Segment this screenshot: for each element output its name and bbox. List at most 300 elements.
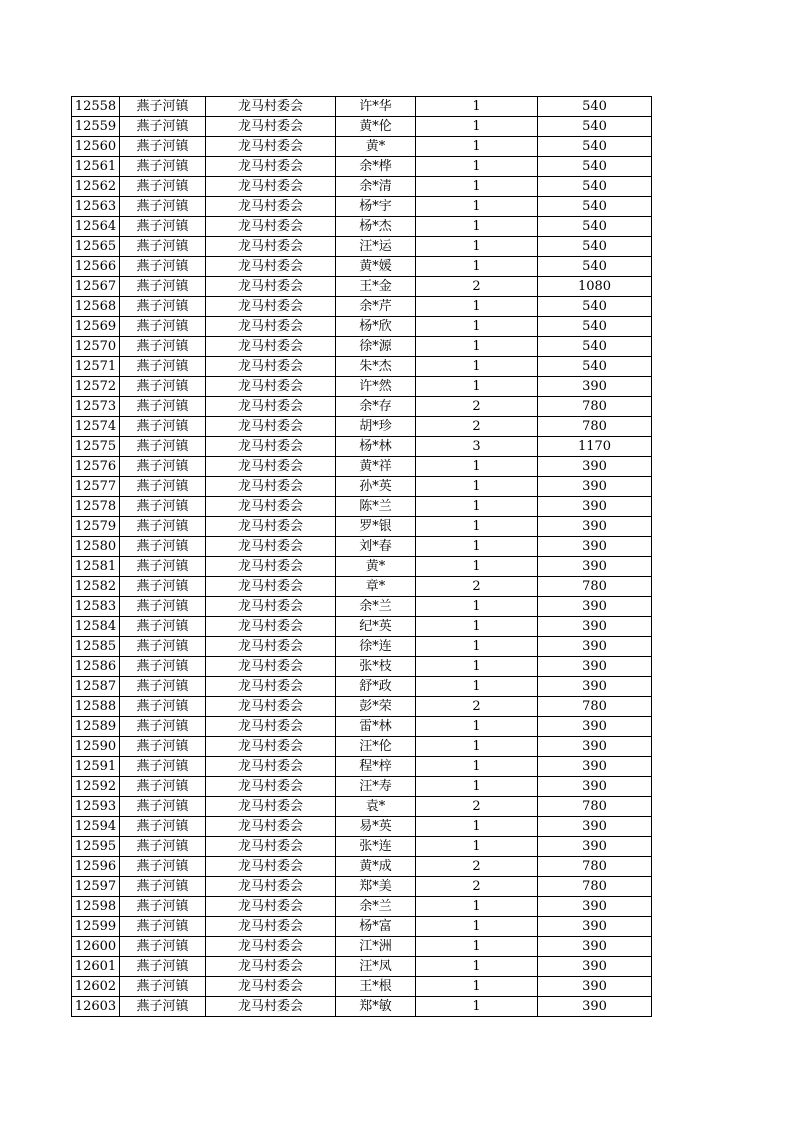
town-cell: 燕子河镇 xyxy=(120,437,206,457)
household-count-cell: 1 xyxy=(416,677,538,697)
record-id-cell: 12559 xyxy=(72,117,120,137)
table-row xyxy=(72,177,652,197)
village-committee-cell: 龙马村委会 xyxy=(206,197,336,217)
amount-cell: 390 xyxy=(538,637,652,657)
table-row xyxy=(72,657,652,677)
person-name-cell: 余*兰 xyxy=(336,597,416,617)
record-id-cell: 12586 xyxy=(72,657,120,677)
household-count-cell: 1 xyxy=(416,997,538,1017)
amount-cell: 390 xyxy=(538,657,652,677)
amount-cell: 780 xyxy=(538,577,652,597)
town-cell: 燕子河镇 xyxy=(120,377,206,397)
table-row xyxy=(72,377,652,397)
person-name-cell: 汪*伦 xyxy=(336,737,416,757)
record-id-cell: 12595 xyxy=(72,837,120,857)
amount-cell: 540 xyxy=(538,237,652,257)
table-row xyxy=(72,477,652,497)
town-cell: 燕子河镇 xyxy=(120,317,206,337)
table-row xyxy=(72,557,652,577)
town-cell: 燕子河镇 xyxy=(120,357,206,377)
town-cell: 燕子河镇 xyxy=(120,597,206,617)
table-row xyxy=(72,397,652,417)
village-committee-cell: 龙马村委会 xyxy=(206,777,336,797)
table-row xyxy=(72,457,652,477)
amount-cell: 780 xyxy=(538,877,652,897)
amount-cell: 390 xyxy=(538,837,652,857)
town-cell: 燕子河镇 xyxy=(120,157,206,177)
record-id-cell: 12573 xyxy=(72,397,120,417)
village-committee-cell: 龙马村委会 xyxy=(206,737,336,757)
person-name-cell: 余*清 xyxy=(336,177,416,197)
amount-cell: 540 xyxy=(538,97,652,117)
table-row xyxy=(72,677,652,697)
record-id-cell: 12563 xyxy=(72,197,120,217)
amount-cell: 390 xyxy=(538,977,652,997)
amount-cell: 390 xyxy=(538,917,652,937)
village-committee-cell: 龙马村委会 xyxy=(206,917,336,937)
person-name-cell: 杨*林 xyxy=(336,437,416,457)
town-cell: 燕子河镇 xyxy=(120,977,206,997)
town-cell: 燕子河镇 xyxy=(120,857,206,877)
village-committee-cell: 龙马村委会 xyxy=(206,457,336,477)
record-id-cell: 12579 xyxy=(72,517,120,537)
amount-cell: 780 xyxy=(538,797,652,817)
town-cell: 燕子河镇 xyxy=(120,297,206,317)
village-committee-cell: 龙马村委会 xyxy=(206,597,336,617)
person-name-cell: 郑*敏 xyxy=(336,997,416,1017)
village-committee-cell: 龙马村委会 xyxy=(206,557,336,577)
person-name-cell: 舒*政 xyxy=(336,677,416,697)
town-cell: 燕子河镇 xyxy=(120,937,206,957)
household-count-cell: 1 xyxy=(416,977,538,997)
household-count-cell: 1 xyxy=(416,257,538,277)
amount-cell: 780 xyxy=(538,417,652,437)
person-name-cell: 徐*连 xyxy=(336,637,416,657)
town-cell: 燕子河镇 xyxy=(120,517,206,537)
amount-cell: 540 xyxy=(538,297,652,317)
record-id-cell: 12593 xyxy=(72,797,120,817)
amount-cell: 390 xyxy=(538,817,652,837)
table-row xyxy=(72,517,652,537)
village-committee-cell: 龙马村委会 xyxy=(206,317,336,337)
table-row xyxy=(72,797,652,817)
table-row xyxy=(72,737,652,757)
household-count-cell: 2 xyxy=(416,877,538,897)
table-row xyxy=(72,917,652,937)
household-count-cell: 2 xyxy=(416,417,538,437)
table-row xyxy=(72,777,652,797)
town-cell: 燕子河镇 xyxy=(120,337,206,357)
record-id-cell: 12568 xyxy=(72,297,120,317)
table-row xyxy=(72,837,652,857)
town-cell: 燕子河镇 xyxy=(120,397,206,417)
amount-cell: 390 xyxy=(538,677,652,697)
household-count-cell: 1 xyxy=(416,117,538,137)
person-name-cell: 王*根 xyxy=(336,977,416,997)
person-name-cell: 余*存 xyxy=(336,397,416,417)
town-cell: 燕子河镇 xyxy=(120,117,206,137)
amount-cell: 540 xyxy=(538,317,652,337)
village-committee-cell: 龙马村委会 xyxy=(206,797,336,817)
table-row xyxy=(72,637,652,657)
village-committee-cell: 龙马村委会 xyxy=(206,397,336,417)
record-id-cell: 12583 xyxy=(72,597,120,617)
amount-cell: 390 xyxy=(538,937,652,957)
amount-cell: 540 xyxy=(538,257,652,277)
person-name-cell: 黄* xyxy=(336,137,416,157)
person-name-cell: 余*兰 xyxy=(336,897,416,917)
person-name-cell: 袁* xyxy=(336,797,416,817)
person-name-cell: 黄*伦 xyxy=(336,117,416,137)
amount-cell: 780 xyxy=(538,697,652,717)
person-name-cell: 黄*媛 xyxy=(336,257,416,277)
table-row xyxy=(72,617,652,637)
record-id-cell: 12594 xyxy=(72,817,120,837)
household-count-cell: 1 xyxy=(416,757,538,777)
village-committee-cell: 龙马村委会 xyxy=(206,517,336,537)
table-row xyxy=(72,977,652,997)
household-count-cell: 1 xyxy=(416,837,538,857)
village-committee-cell: 龙马村委会 xyxy=(206,297,336,317)
record-id-cell: 12562 xyxy=(72,177,120,197)
record-id-cell: 12590 xyxy=(72,737,120,757)
person-name-cell: 孙*英 xyxy=(336,477,416,497)
town-cell: 燕子河镇 xyxy=(120,717,206,737)
person-name-cell: 张*枝 xyxy=(336,657,416,677)
village-committee-cell: 龙马村委会 xyxy=(206,357,336,377)
town-cell: 燕子河镇 xyxy=(120,957,206,977)
village-committee-cell: 龙马村委会 xyxy=(206,277,336,297)
household-count-cell: 1 xyxy=(416,357,538,377)
amount-cell: 780 xyxy=(538,397,652,417)
record-id-cell: 12565 xyxy=(72,237,120,257)
village-committee-cell: 龙马村委会 xyxy=(206,977,336,997)
town-cell: 燕子河镇 xyxy=(120,677,206,697)
village-committee-cell: 龙马村委会 xyxy=(206,437,336,457)
amount-cell: 390 xyxy=(538,957,652,977)
household-count-cell: 1 xyxy=(416,497,538,517)
table-row xyxy=(72,137,652,157)
person-name-cell: 汪*运 xyxy=(336,237,416,257)
table-row xyxy=(72,97,652,117)
town-cell: 燕子河镇 xyxy=(120,237,206,257)
person-name-cell: 许*华 xyxy=(336,97,416,117)
table-row xyxy=(72,717,652,737)
record-id-cell: 12570 xyxy=(72,337,120,357)
record-id-cell: 12561 xyxy=(72,157,120,177)
table-row xyxy=(72,857,652,877)
household-count-cell: 1 xyxy=(416,637,538,657)
town-cell: 燕子河镇 xyxy=(120,617,206,637)
table-row xyxy=(72,957,652,977)
record-id-cell: 12567 xyxy=(72,277,120,297)
household-count-cell: 2 xyxy=(416,797,538,817)
village-committee-cell: 龙马村委会 xyxy=(206,997,336,1017)
town-cell: 燕子河镇 xyxy=(120,777,206,797)
household-count-cell: 1 xyxy=(416,237,538,257)
town-cell: 燕子河镇 xyxy=(120,217,206,237)
table-row xyxy=(72,997,652,1017)
person-name-cell: 徐*源 xyxy=(336,337,416,357)
person-name-cell: 汪*寿 xyxy=(336,777,416,797)
village-committee-cell: 龙马村委会 xyxy=(206,537,336,557)
town-cell: 燕子河镇 xyxy=(120,997,206,1017)
table-row xyxy=(72,437,652,457)
amount-cell: 540 xyxy=(538,117,652,137)
record-id-cell: 12603 xyxy=(72,997,120,1017)
village-committee-cell: 龙马村委会 xyxy=(206,657,336,677)
record-id-cell: 12602 xyxy=(72,977,120,997)
amount-cell: 390 xyxy=(538,897,652,917)
record-id-cell: 12585 xyxy=(72,637,120,657)
amount-cell: 540 xyxy=(538,197,652,217)
household-count-cell: 2 xyxy=(416,397,538,417)
record-id-cell: 12571 xyxy=(72,357,120,377)
record-id-cell: 12598 xyxy=(72,897,120,917)
household-count-cell: 1 xyxy=(416,317,538,337)
amount-cell: 390 xyxy=(538,557,652,577)
household-count-cell: 1 xyxy=(416,297,538,317)
record-id-cell: 12592 xyxy=(72,777,120,797)
town-cell: 燕子河镇 xyxy=(120,477,206,497)
person-name-cell: 黄* xyxy=(336,557,416,577)
record-id-cell: 12564 xyxy=(72,217,120,237)
town-cell: 燕子河镇 xyxy=(120,877,206,897)
person-name-cell: 雷*林 xyxy=(336,717,416,737)
record-id-cell: 12582 xyxy=(72,577,120,597)
person-name-cell: 江*洲 xyxy=(336,937,416,957)
village-committee-cell: 龙马村委会 xyxy=(206,157,336,177)
village-committee-cell: 龙马村委会 xyxy=(206,897,336,917)
amount-cell: 540 xyxy=(538,137,652,157)
table-row xyxy=(72,157,652,177)
village-committee-cell: 龙马村委会 xyxy=(206,757,336,777)
village-committee-cell: 龙马村委会 xyxy=(206,257,336,277)
table-row xyxy=(72,257,652,277)
town-cell: 燕子河镇 xyxy=(120,277,206,297)
table-row xyxy=(72,877,652,897)
town-cell: 燕子河镇 xyxy=(120,797,206,817)
household-count-cell: 1 xyxy=(416,937,538,957)
village-committee-cell: 龙马村委会 xyxy=(206,957,336,977)
town-cell: 燕子河镇 xyxy=(120,97,206,117)
amount-cell: 390 xyxy=(538,757,652,777)
person-name-cell: 陈*兰 xyxy=(336,497,416,517)
village-committee-cell: 龙马村委会 xyxy=(206,677,336,697)
household-count-cell: 1 xyxy=(416,537,538,557)
household-count-cell: 1 xyxy=(416,197,538,217)
person-name-cell: 刘*春 xyxy=(336,537,416,557)
village-committee-cell: 龙马村委会 xyxy=(206,617,336,637)
amount-cell: 390 xyxy=(538,377,652,397)
household-count-cell: 1 xyxy=(416,737,538,757)
table-row xyxy=(72,817,652,837)
amount-cell: 390 xyxy=(538,597,652,617)
household-count-cell: 1 xyxy=(416,337,538,357)
record-id-cell: 12560 xyxy=(72,137,120,157)
town-cell: 燕子河镇 xyxy=(120,497,206,517)
town-cell: 燕子河镇 xyxy=(120,897,206,917)
record-id-cell: 12558 xyxy=(72,97,120,117)
person-name-cell: 汪*凤 xyxy=(336,957,416,977)
village-committee-cell: 龙马村委会 xyxy=(206,137,336,157)
village-committee-cell: 龙马村委会 xyxy=(206,577,336,597)
town-cell: 燕子河镇 xyxy=(120,197,206,217)
household-count-cell: 1 xyxy=(416,917,538,937)
village-committee-cell: 龙马村委会 xyxy=(206,837,336,857)
person-name-cell: 黄*祥 xyxy=(336,457,416,477)
amount-cell: 540 xyxy=(538,357,652,377)
village-committee-cell: 龙马村委会 xyxy=(206,177,336,197)
amount-cell: 390 xyxy=(538,457,652,477)
household-count-cell: 2 xyxy=(416,857,538,877)
household-count-cell: 1 xyxy=(416,157,538,177)
amount-cell: 390 xyxy=(538,777,652,797)
table-row xyxy=(72,497,652,517)
person-name-cell: 章* xyxy=(336,577,416,597)
household-count-cell: 1 xyxy=(416,137,538,157)
person-name-cell: 余*桦 xyxy=(336,157,416,177)
town-cell: 燕子河镇 xyxy=(120,657,206,677)
amount-cell: 540 xyxy=(538,337,652,357)
town-cell: 燕子河镇 xyxy=(120,577,206,597)
amount-cell: 390 xyxy=(538,497,652,517)
person-name-cell: 杨*宇 xyxy=(336,197,416,217)
town-cell: 燕子河镇 xyxy=(120,137,206,157)
table-row xyxy=(72,597,652,617)
household-count-cell: 1 xyxy=(416,657,538,677)
village-committee-cell: 龙马村委会 xyxy=(206,717,336,737)
town-cell: 燕子河镇 xyxy=(120,257,206,277)
amount-cell: 390 xyxy=(538,617,652,637)
record-id-cell: 12589 xyxy=(72,717,120,737)
table-row xyxy=(72,317,652,337)
town-cell: 燕子河镇 xyxy=(120,697,206,717)
village-committee-cell: 龙马村委会 xyxy=(206,237,336,257)
table-row xyxy=(72,237,652,257)
town-cell: 燕子河镇 xyxy=(120,417,206,437)
amount-cell: 540 xyxy=(538,157,652,177)
village-committee-cell: 龙马村委会 xyxy=(206,477,336,497)
person-name-cell: 张*连 xyxy=(336,837,416,857)
amount-cell: 390 xyxy=(538,737,652,757)
household-count-cell: 1 xyxy=(416,897,538,917)
table-row xyxy=(72,197,652,217)
amount-cell: 540 xyxy=(538,177,652,197)
amount-cell: 390 xyxy=(538,537,652,557)
record-id-cell: 12587 xyxy=(72,677,120,697)
household-count-cell: 1 xyxy=(416,477,538,497)
record-id-cell: 12599 xyxy=(72,917,120,937)
record-id-cell: 12569 xyxy=(72,317,120,337)
table-row xyxy=(72,697,652,717)
table-row xyxy=(72,337,652,357)
person-name-cell: 许*然 xyxy=(336,377,416,397)
town-cell: 燕子河镇 xyxy=(120,457,206,477)
household-count-cell: 1 xyxy=(416,617,538,637)
amount-cell: 540 xyxy=(538,217,652,237)
town-cell: 燕子河镇 xyxy=(120,817,206,837)
town-cell: 燕子河镇 xyxy=(120,637,206,657)
person-name-cell: 彭*荣 xyxy=(336,697,416,717)
village-committee-cell: 龙马村委会 xyxy=(206,337,336,357)
table-row xyxy=(72,577,652,597)
household-count-cell: 1 xyxy=(416,777,538,797)
village-committee-cell: 龙马村委会 xyxy=(206,877,336,897)
household-count-cell: 3 xyxy=(416,437,538,457)
amount-cell: 1170 xyxy=(538,437,652,457)
household-count-cell: 1 xyxy=(416,457,538,477)
household-count-cell: 1 xyxy=(416,557,538,577)
table-row xyxy=(72,117,652,137)
amount-cell: 390 xyxy=(538,997,652,1017)
amount-cell: 780 xyxy=(538,857,652,877)
person-name-cell: 杨*杰 xyxy=(336,217,416,237)
village-committee-cell: 龙马村委会 xyxy=(206,637,336,657)
amount-cell: 390 xyxy=(538,517,652,537)
record-id-cell: 12577 xyxy=(72,477,120,497)
household-count-cell: 2 xyxy=(416,277,538,297)
household-count-cell: 1 xyxy=(416,517,538,537)
person-name-cell: 余*芹 xyxy=(336,297,416,317)
table-row xyxy=(72,937,652,957)
record-id-cell: 12596 xyxy=(72,857,120,877)
household-count-cell: 1 xyxy=(416,97,538,117)
town-cell: 燕子河镇 xyxy=(120,757,206,777)
town-cell: 燕子河镇 xyxy=(120,917,206,937)
person-name-cell: 胡*珍 xyxy=(336,417,416,437)
person-name-cell: 杨*欣 xyxy=(336,317,416,337)
table-row xyxy=(72,217,652,237)
person-name-cell: 王*金 xyxy=(336,277,416,297)
table-row xyxy=(72,537,652,557)
record-id-cell: 12566 xyxy=(72,257,120,277)
record-id-cell: 12578 xyxy=(72,497,120,517)
town-cell: 燕子河镇 xyxy=(120,837,206,857)
town-cell: 燕子河镇 xyxy=(120,737,206,757)
record-id-cell: 12576 xyxy=(72,457,120,477)
village-committee-cell: 龙马村委会 xyxy=(206,817,336,837)
village-committee-cell: 龙马村委会 xyxy=(206,697,336,717)
village-committee-cell: 龙马村委会 xyxy=(206,217,336,237)
person-name-cell: 罗*银 xyxy=(336,517,416,537)
village-committee-cell: 龙马村委会 xyxy=(206,937,336,957)
person-name-cell: 易*英 xyxy=(336,817,416,837)
household-count-cell: 1 xyxy=(416,217,538,237)
town-cell: 燕子河镇 xyxy=(120,537,206,557)
village-committee-cell: 龙马村委会 xyxy=(206,497,336,517)
household-count-cell: 2 xyxy=(416,697,538,717)
person-name-cell: 朱*杰 xyxy=(336,357,416,377)
person-name-cell: 杨*富 xyxy=(336,917,416,937)
village-committee-cell: 龙马村委会 xyxy=(206,117,336,137)
table-row xyxy=(72,897,652,917)
record-id-cell: 12572 xyxy=(72,377,120,397)
village-committee-cell: 龙马村委会 xyxy=(206,417,336,437)
village-committee-cell: 龙马村委会 xyxy=(206,97,336,117)
town-cell: 燕子河镇 xyxy=(120,557,206,577)
village-committee-cell: 龙马村委会 xyxy=(206,857,336,877)
household-count-cell: 1 xyxy=(416,377,538,397)
person-name-cell: 黄*成 xyxy=(336,857,416,877)
household-count-cell: 2 xyxy=(416,577,538,597)
roster-table-body xyxy=(72,97,652,1017)
record-id-cell: 12591 xyxy=(72,757,120,777)
amount-cell: 390 xyxy=(538,477,652,497)
record-id-cell: 12588 xyxy=(72,697,120,717)
table-row xyxy=(72,297,652,317)
household-count-cell: 1 xyxy=(416,717,538,737)
